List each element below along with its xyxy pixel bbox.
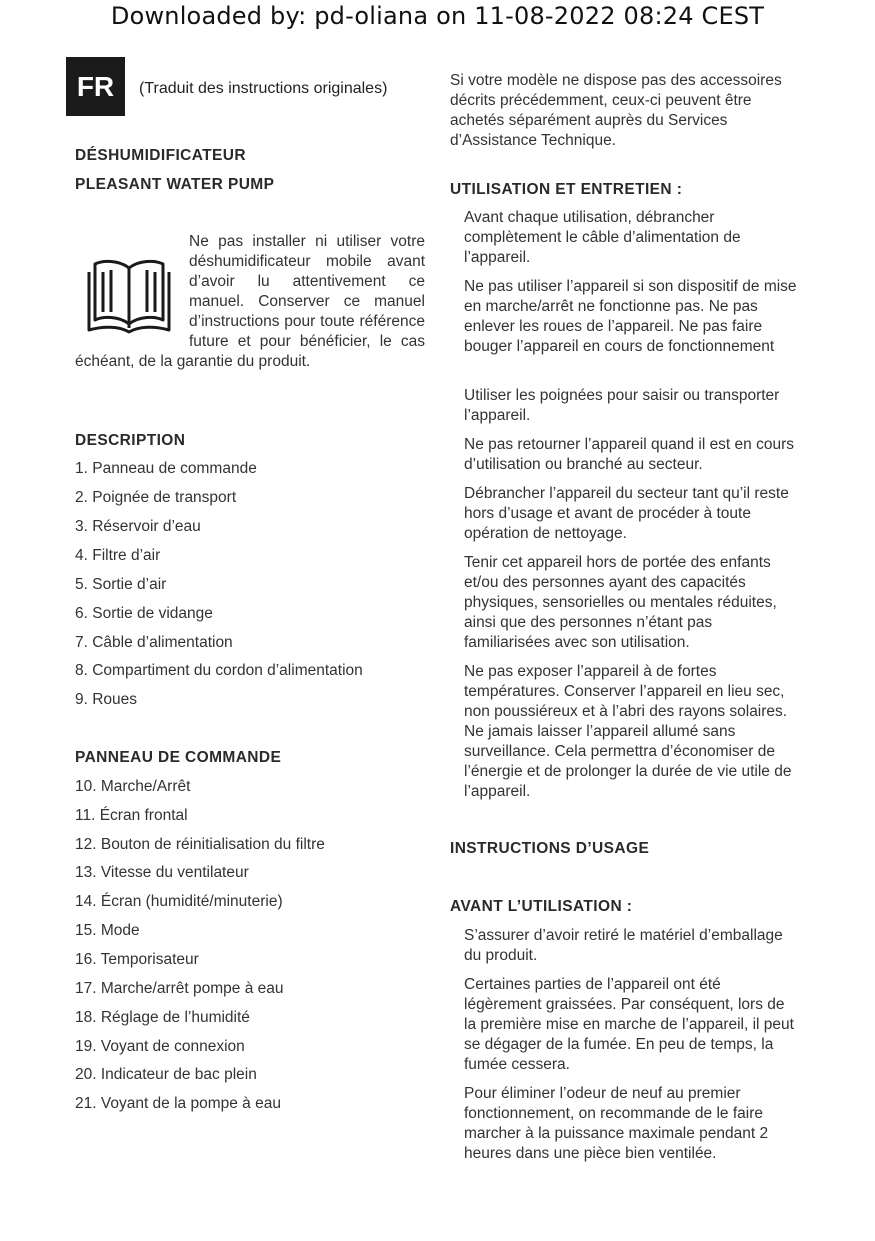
use-maintenance-paragraph: Ne pas exposer l’appareil à de fortes températures. Conserver l’appareil en lieu sec, non poussiéreux et à l’abri des rayons solaires. Ne jamais laisser l’appareil allumé sans surveillance. Cela permettra d’économiser de l’énergie et de prolonger la durée de vie utile de l’appareil.	[464, 663, 792, 800]
use-maintenance-title: UTILISATION ET ENTRETIEN :	[450, 181, 683, 198]
control-panel-title: PANNEAU DE COMMANDE	[75, 749, 282, 766]
before-use-title: AVANT L’UTILISATION :	[450, 898, 633, 915]
description-item: 1. Panneau de commande	[75, 460, 257, 477]
control-panel-item: 15. Mode	[75, 922, 140, 939]
description-item: 8. Compartiment du cordon d’alimentation	[75, 662, 363, 679]
control-panel-item: 20. Indicateur de bac plein	[75, 1066, 257, 1083]
control-panel-item: 16. Temporisateur	[75, 951, 199, 968]
open-book-icon	[81, 248, 177, 338]
control-panel-item: 18. Réglage de l’humidité	[75, 1009, 250, 1026]
before-use-paragraph: S’assurer d’avoir retiré le matériel d’emballage du produit.	[464, 927, 783, 964]
usage-instructions-title: INSTRUCTIONS D’USAGE	[450, 840, 650, 857]
manual-notice-text: Ne pas installer ni utiliser votre déshumidificateur mobile avant d’avoir lu attentivement ce manuel. Conserver ce manuel d’instructions pour toute référence future et pour bénéficier, le cas échéant, de la garantie du produit.	[75, 233, 425, 370]
description-item: 7. Câble d’alimentation	[75, 634, 233, 651]
use-maintenance-paragraph: Tenir cet appareil hors de portée des enfants et/ou des personnes ayant des capacités physiques, sensorielles ou mentales réduites, ainsi que des personnes n’étant pas familiarisées avec son utilisation.	[464, 554, 777, 651]
control-panel-item: 10. Marche/Arrêt	[75, 778, 191, 795]
manual-notice	[75, 232, 425, 372]
description-item: 9. Roues	[75, 691, 138, 708]
description-item: 5. Sortie d’air	[75, 576, 167, 593]
before-use-paragraph: Certaines parties de l’appareil ont été légèrement graissées. Par conséquent, lors de la première mise en marche de l’appareil, il peut se dégager de la fumée. En peu de temps, la fumée cessera.	[464, 976, 794, 1073]
control-panel-item: 11. Écran frontal	[75, 807, 188, 824]
language-badge: FR	[66, 57, 125, 116]
description-item: 2. Poignée de transport	[75, 489, 237, 506]
control-panel-item: 19. Voyant de connexion	[75, 1038, 245, 1055]
control-panel-item: 14. Écran (humidité/minuterie)	[75, 893, 283, 910]
use-maintenance-paragraph: Avant chaque utilisation, débrancher complètement le câble d’alimentation de l’appareil.	[464, 209, 741, 266]
description-item: 4. Filtre d’air	[75, 547, 161, 564]
description-title: DESCRIPTION	[75, 432, 186, 449]
accessories-note: Si votre modèle ne dispose pas des accessoires décrits précédemment, ceux-ci peuvent être achetés séparément auprès du Services d’Assistance Technique.	[450, 72, 782, 149]
control-panel-item: 17. Marche/arrêt pompe à eau	[75, 980, 284, 997]
product-name: PLEASANT WATER PUMP	[75, 176, 275, 193]
control-panel-item: 21. Voyant de la pompe à eau	[75, 1095, 281, 1112]
control-panel-item: 13. Vitesse du ventilateur	[75, 864, 249, 881]
use-maintenance-paragraph: Ne pas utiliser l’appareil si son dispositif de mise en marche/arrêt ne fonctionne pas. Ne pas enlever les roues de l’appareil. Ne pas faire bouger l’appareil en cours de fonctionnement	[464, 278, 797, 355]
download-banner: Downloaded by: pd-oliana on 11-08-2022 08:24 CEST	[110, 2, 765, 30]
product-type: DÉSHUMIDIFICATEUR	[75, 147, 246, 164]
control-panel-item: 12. Bouton de réinitialisation du filtre	[75, 836, 325, 853]
use-maintenance-paragraph: Ne pas retourner l’appareil quand il est en cours d’utilisation ou branché au secteur.	[464, 436, 794, 473]
translated-note: (Traduit des instructions originales)	[139, 80, 388, 97]
description-item: 3. Réservoir d’eau	[75, 518, 201, 535]
use-maintenance-paragraph: Utiliser les poignées pour saisir ou transporter l’appareil.	[464, 387, 780, 424]
before-use-paragraph: Pour éliminer l’odeur de neuf au premier fonctionnement, on recommande de le faire marcher à la puissance maximale pendant 2 heures dans une pièce bien ventilée.	[464, 1085, 769, 1162]
description-item: 6. Sortie de vidange	[75, 605, 213, 622]
use-maintenance-paragraph: Débrancher l’appareil du secteur tant qu’il reste hors d’usage et avant de procéder à toute opération de nettoyage.	[464, 485, 789, 542]
